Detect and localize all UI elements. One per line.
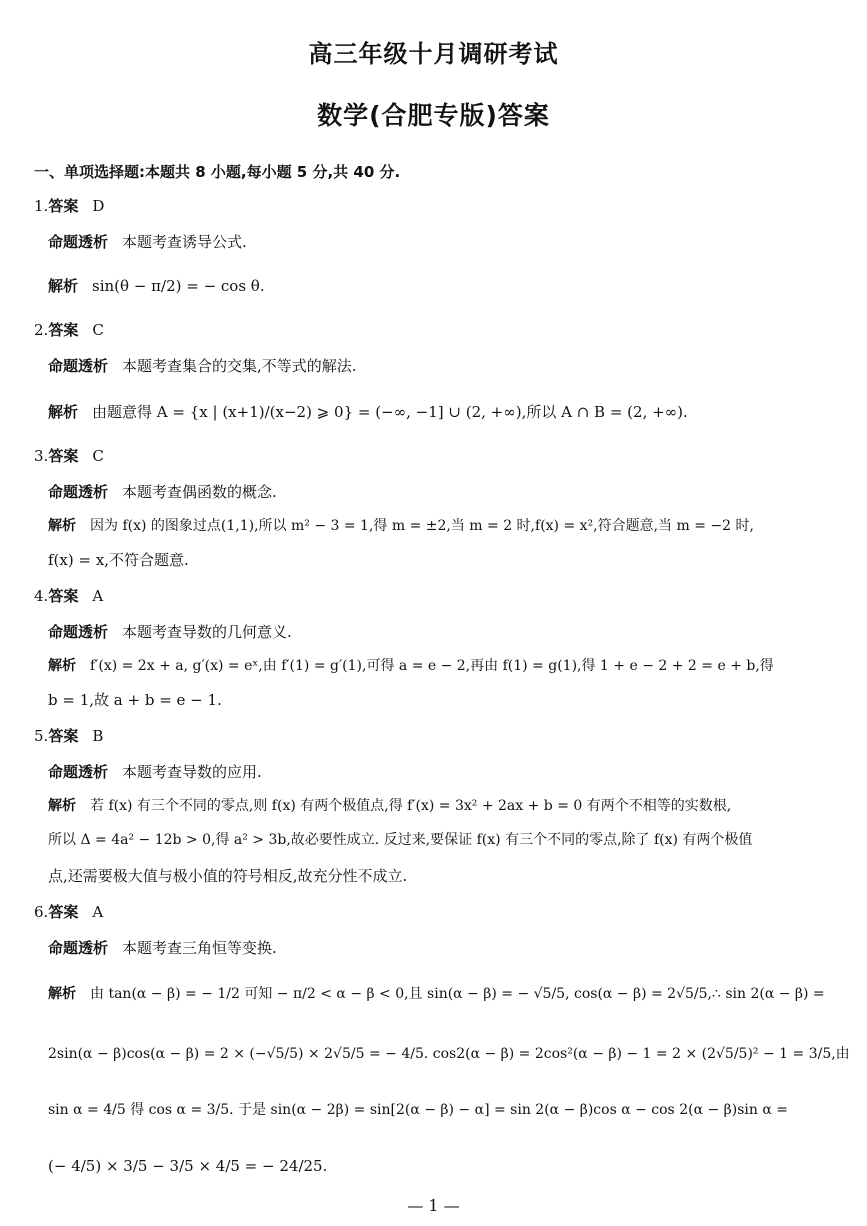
page-number: — 1 — xyxy=(407,1196,460,1215)
q2-intent-line: 命题透析 本题考查集合的交集,不等式的解法. xyxy=(48,357,357,375)
q4-analysis-line-2: b = 1,故 a + b = e − 1. xyxy=(48,691,222,709)
q3-analysis-line-1: 解析 因为 f(x) 的图象过点(1,1),所以 m² − 3 = 1,得 m = ±2,当 m = 2 时,f(x) = x²,符合题意,当 m = −2 时, xyxy=(48,518,754,534)
q5-answer: B xyxy=(92,727,104,745)
section-heading: 一、单项选择题:本题共 8 小题,每小题 5 分,共 40 分. xyxy=(34,163,401,181)
q6-answer: A xyxy=(92,903,104,921)
q2-answer-line: 2.答案 C xyxy=(34,321,104,339)
exam-title: 高三年级十月调研考试 xyxy=(308,40,559,68)
q5-analysis-line-3: 点,还需要极大值与极小值的符号相反,故充分性不成立. xyxy=(48,867,408,885)
q5-intent-line: 命题透析 本题考查导数的应用. xyxy=(48,763,262,781)
q4-analysis-line-1: 解析 f′(x) = 2x + a, g′(x) = eˣ,由 f′(1) = g′(1),可得 a = e − 2,再由 f(1) = g(1),得 1 + e − 2 + 2 = e + b,得 xyxy=(48,658,774,674)
q4-intent-line: 命题透析 本题考查导数的几何意义. xyxy=(48,623,292,641)
q6-analysis-line-2: 2sin(α − β)cos(α − β) = 2 × (−√5/5) × 2√5/5 = − 4/5. cos2(α − β) = 2cos²(α − β) − 1 = 2 × (2√5/5)² − 1 = 3/5,由 xyxy=(48,1046,850,1062)
q3-analysis-line-2: f(x) = x,不符合题意. xyxy=(48,551,189,569)
q3-answer: C xyxy=(92,447,104,465)
q6-analysis-line-3: sin α = 4/5 得 cos α = 3/5. 于是 sin(α − 2β) = sin[2(α − β) − α] = sin 2(α − β)cos α − cos 2(α − β)sin α = xyxy=(48,1102,788,1118)
q1-answer: D xyxy=(92,197,105,215)
q1-analysis-line: 解析 sin(θ − π/2) = − cos θ. xyxy=(48,277,265,295)
q6-answer-line: 6.答案 A xyxy=(34,903,104,921)
q2-analysis-line: 解析 由题意得 A = {x | (x+1)/(x−2) ⩾ 0} = (−∞, −1] ∪ (2, +∞),所以 A ∩ B = (2, +∞). xyxy=(48,403,688,421)
q5-analysis-line-1: 解析 若 f(x) 有三个不同的零点,则 f(x) 有两个极值点,得 f′(x) = 3x² + 2ax + b = 0 有两个不相等的实数根, xyxy=(48,798,732,814)
q3-answer-line: 3.答案 C xyxy=(34,447,104,465)
q1-intent-line: 命题透析 本题考查诱导公式. xyxy=(48,233,247,251)
q4-answer: A xyxy=(92,587,104,605)
q3-intent-line: 命题透析 本题考查偶函数的概念. xyxy=(48,483,277,501)
q6-intent-line: 命题透析 本题考查三角恒等变换. xyxy=(48,939,277,957)
q6-analysis-line-4: (− 4/5) × 3/5 − 3/5 × 4/5 = − 24/25. xyxy=(48,1157,328,1175)
q2-answer: C xyxy=(92,321,104,339)
q5-analysis-line-2: 所以 Δ = 4a² − 12b > 0,得 a² > 3b,故必要性成立. 反过来,要保证 f(x) 有三个不同的零点,除了 f(x) 有两个极值 xyxy=(48,832,753,848)
q1-answer-line: 1.答案 D xyxy=(34,197,105,215)
q6-analysis-line-1: 解析 由 tan(α − β) = − 1/2 可知 − π/2 < α − β < 0,且 sin(α − β) = − √5/5, cos(α − β) = 2√5/5,∴ sin 2(α − β) = xyxy=(48,986,825,1002)
q4-answer-line: 4.答案 A xyxy=(34,587,104,605)
q5-answer-line: 5.答案 B xyxy=(34,727,104,745)
exam-subtitle: 数学(合肥专版)答案 xyxy=(317,101,550,130)
